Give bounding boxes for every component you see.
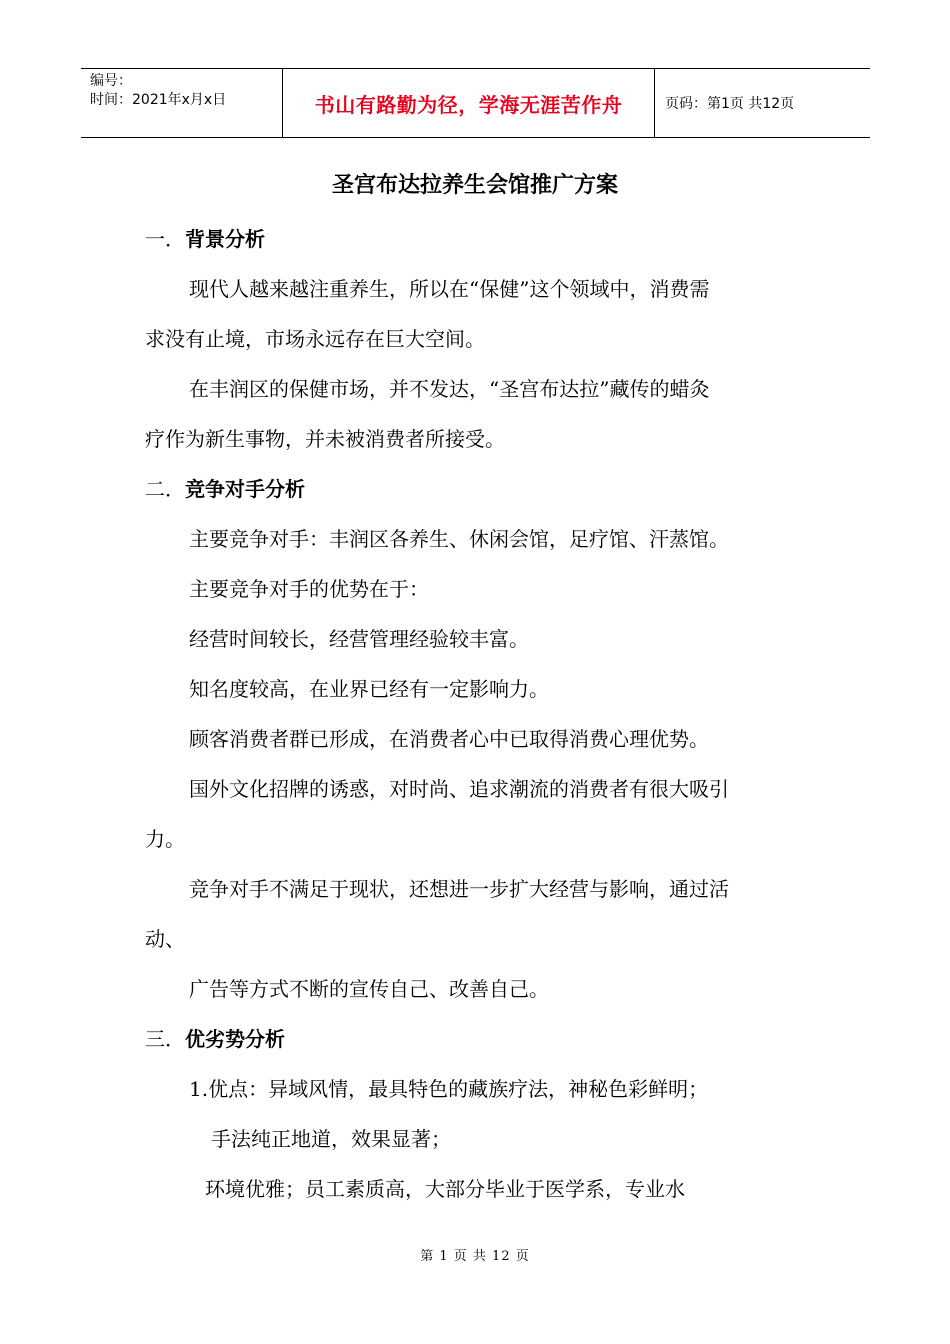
paragraph-line: 顾客消费者群已形成，在消费者心中已取得消费心理优势。 [189,727,709,751]
section-title: 背景分析 [185,227,265,251]
paragraph-line: 求没有止境，市场永远存在巨大空间。 [145,327,485,351]
paragraph-line: 1.优点：异域风情，最具特色的藏族疗法，神秘色彩鲜明； [189,1077,709,1101]
paragraph-line: 竞争对手不满足于现状，还想进一步扩大经营与影响，通过活 [189,877,729,901]
paragraph-line: 主要竞争对手：丰润区各养生、休闲会馆，足疗馆、汗蒸馆。 [189,527,729,551]
document-body [145,214,815,1214]
section-title: 优劣势分析 [185,1027,285,1051]
paragraph-line: 现代人越来越注重养生，所以在“保健”这个领域中，消费需 [189,277,710,301]
paragraph-line: 国外文化招牌的诱惑，对时尚、追求潮流的消费者有很大吸引 [189,777,729,801]
paragraph-line: 环境优雅；员工素质高，大部分毕业于医学系，专业水 [205,1177,685,1201]
document-title: 圣宫布达拉养生会馆推广方案 [331,172,618,198]
number-label: 编号： [90,73,132,89]
paragraph-line: 知名度较高，在业界已经有一定影响力。 [189,677,549,701]
section-title: 竞争对手分析 [185,477,305,501]
paragraph-line: 力。 [145,827,185,851]
header-right-cell [655,69,870,137]
section-heading-competitors [145,464,815,514]
section-number: 二． [145,477,185,501]
section-heading-background [145,214,815,264]
page-footer: 第 1 页 共 12 页 [420,1249,530,1264]
paragraph-line: 在丰润区的保健市场，并不发达，“圣宫布达拉”藏传的蜡灸 [189,377,710,401]
section-heading-swot [145,1014,815,1064]
paragraph-line: 疗作为新生事物，并未被消费者所接受。 [145,427,505,451]
page-header [81,68,870,138]
motto: 书山有路勤为径，学海无涯苦作舟 [314,92,623,117]
paragraph-line: 经营时间较长，经营管理经验较丰富。 [189,627,529,651]
paragraph-line: 主要竞争对手的优势在于： [189,577,429,601]
paragraph-line: 手法纯正地道，效果显著； [211,1127,451,1151]
header-left-cell [81,69,282,137]
paragraph-line: 动、 [145,927,185,951]
section-number: 三． [145,1027,185,1051]
page-info: 页码：第1页 共12页 [665,96,795,112]
date-line: 时间：2021年x月x日 [90,92,227,108]
section-number: 一． [145,227,185,251]
header-middle-cell [282,69,655,137]
paragraph-line: 广告等方式不断的宣传自己、改善自己。 [189,977,549,1001]
